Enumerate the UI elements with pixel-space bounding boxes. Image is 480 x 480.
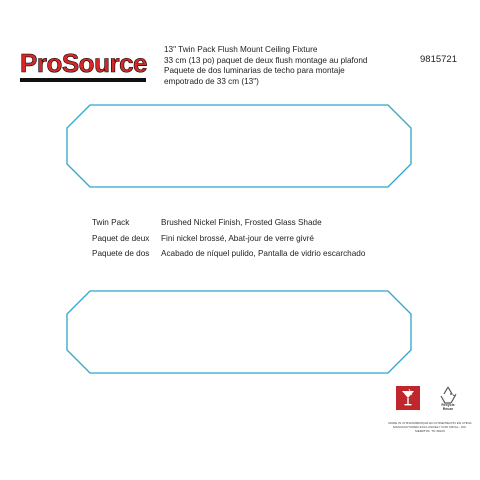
manufacturer-fine-print — [384, 421, 476, 434]
description-label-french: Paquet de deux — [92, 233, 150, 243]
recycle-label — [436, 404, 460, 412]
description-label-spanish: Paquete de dos — [92, 249, 150, 258]
description-value-english: Brushed Nickel Finish, Frosted Glass Shade — [161, 218, 322, 227]
product-name-spanish-line-1: Paquete de dos luminarias de techo para montaje — [164, 66, 345, 75]
product-window-bottom — [66, 290, 412, 374]
product-window-top — [66, 104, 412, 188]
description-value-french: Fini nickel brossé, Abat-jour de verre givré — [161, 233, 314, 243]
description-label-english: Twin Pack — [92, 218, 130, 227]
recycle-label-line-2: Reuse — [442, 406, 454, 411]
recycle-label-line-1: Recycle — [441, 403, 455, 407]
product-name-french: 33 cm (13 po) paquet de deux flush montage au plafond — [164, 55, 368, 65]
product-name-spanish-line-2: empotrado de 33 cm (13") — [164, 76, 259, 86]
brand-logo — [20, 50, 146, 82]
product-window-bottom-outline — [67, 291, 411, 373]
product-name-english: 13" Twin Pack Flush Mount Ceiling Fixture — [164, 45, 318, 54]
product-name-block — [164, 45, 404, 87]
brand-logo-text: ProSource — [20, 48, 147, 78]
sku-number: 9815721 — [420, 54, 457, 65]
description-value-spanish: Acabado de níquel pulido, Pantalla de vidrio escarchado — [161, 249, 366, 258]
fine-print-manufacturer: MANUFACTURED EXCLUSIVELY FOR CROLL, INC. — [393, 425, 467, 430]
fine-print-address: MEMPHIS, TN 38125 — [415, 429, 445, 434]
compliance-badges — [396, 386, 464, 416]
product-window-top-outline — [67, 105, 411, 187]
cocktail-glass-icon — [396, 386, 420, 410]
fine-print-origin: MADE IN CHINA/FABRIQUÉ EN CHINE/HECHO EN CHINA — [388, 421, 472, 425]
brand-logo-underline — [20, 78, 146, 82]
